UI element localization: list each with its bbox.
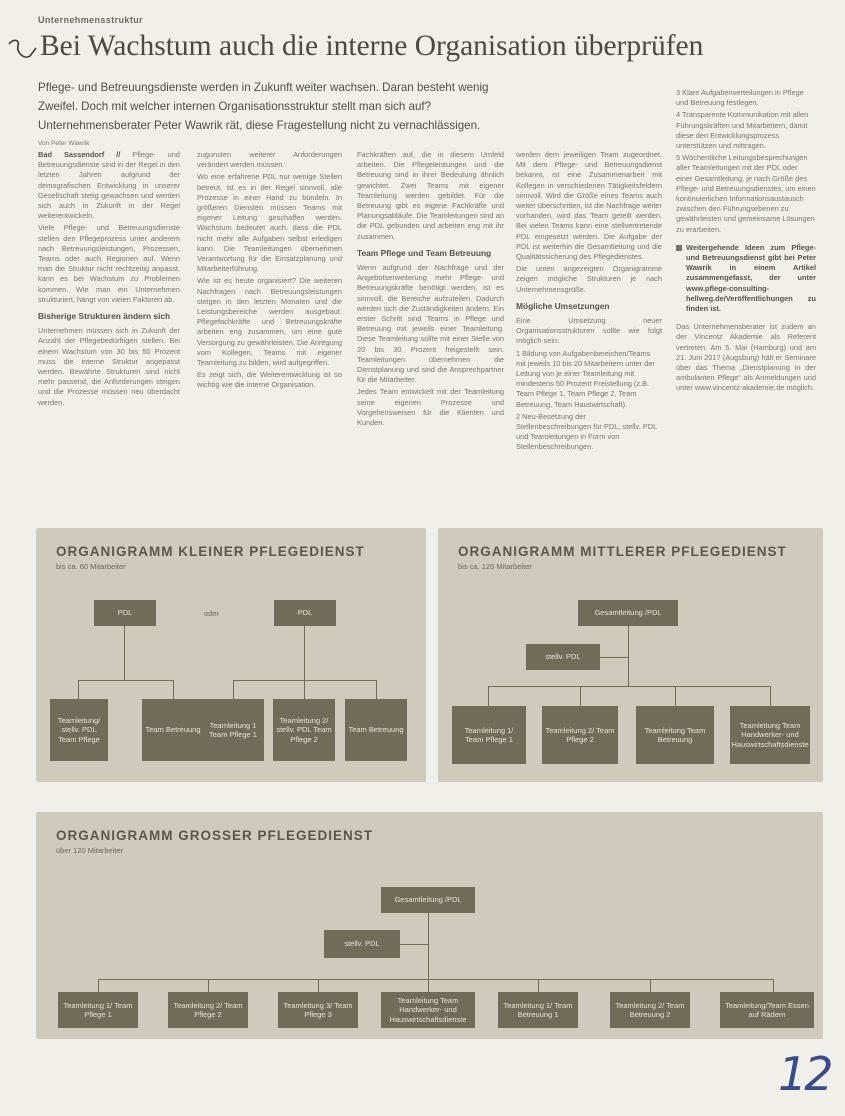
pen-scribble-icon bbox=[6, 34, 38, 64]
paragraph: Die unten angezeigten Organigramme zeigen mögliche Strukturen je nach Unternehmensgröße. bbox=[516, 264, 662, 294]
paragraph: werden dem jeweiligen Team zugeordnet. Mit dem Pflege- und Betreuungsdienst bekannt, ist eine Zusammenarbeit mit Kollegen in verschiedenen Tätigkeitsfeldern sinnvoll. Wird die Größe eines Teams auch weiter überschritten, ist die Nachfrage weiter vorhanden, wird das Team geteilt werden. Bei vielen Teams kann eine stellvertretende PDL eingesetzt werden. Die Aufgabe der PDL ist weiterhin die Gesamtleitung und die Qualitätssicherung des Pflegedienstes. bbox=[516, 150, 662, 262]
list-item: 3 Klare Aufgabenverteilungen in Pflege und Betreuung festlegen. bbox=[676, 88, 804, 108]
paragraph: Fachkräften auf, die in diesem Umfeld arbeiten. Die Pflegeleistungen und die Betreuung sind in ihrer Bedeutung ähnlich gewichtet. Zwei Teams mit eigener Teamleitung werden gebildet. Für die Betreuung gibt es eigene Fachkräfte und Planungsabläufe. Die Teamleitungen sind an die PDL gebunden und arbeiten eng mit ihr zusammen. bbox=[357, 150, 504, 241]
text-column-3 bbox=[357, 150, 504, 430]
connector-line bbox=[78, 680, 79, 699]
connector-line bbox=[208, 979, 209, 992]
connector-line bbox=[98, 979, 773, 980]
org-node-pdl: PDL bbox=[94, 600, 156, 626]
org-node-team: Teamleitung 2/ Team Pflege 2 bbox=[168, 992, 248, 1028]
org-node-team: Team Betreuung bbox=[142, 699, 204, 761]
article-author: Von Peter Wawrik bbox=[38, 140, 90, 147]
paragraph: Viele Pflege- und Betreuungsdienste stellen den Pflegeprozess unter anderem nach Betreuungsleistungen, Prozessen, Teams oder auch Regionen auf. Wenn man die Struktur nicht rechtzeitig anpasst, kann es bei Wachstum zu Problemen kommen. Wie man ein Unternehmen strukturiert, hängt von vielen Faktoren ab. bbox=[38, 223, 180, 304]
or-label: oder bbox=[204, 609, 220, 618]
org-node-team: Team Betreuung bbox=[345, 699, 407, 761]
org-node-team: Teamleitung 2/ Team Pflege 2 bbox=[542, 706, 618, 764]
connector-line bbox=[318, 979, 319, 992]
connector-line bbox=[428, 979, 429, 992]
org-chart-title: ORGANIGRAMM KLEINER PFLEGEDIENST bbox=[56, 544, 365, 559]
connector-line bbox=[675, 686, 676, 706]
connector-line bbox=[173, 680, 174, 699]
subheading: Team Pflege und Team Betreuung bbox=[357, 247, 492, 258]
org-node-team: Teamleitung/Team Essen auf Rädern bbox=[720, 992, 814, 1028]
connector-line bbox=[233, 680, 234, 699]
text-column-5 bbox=[676, 88, 816, 396]
connector-line bbox=[650, 979, 651, 992]
org-node-team: Teamleitung 3/ Team Pflege 3 bbox=[278, 992, 358, 1028]
connector-line bbox=[428, 913, 429, 979]
org-node-team: Teamleitung 1 Team Pflege 1 bbox=[202, 699, 264, 761]
connector-line bbox=[580, 686, 581, 706]
org-chart-title: ORGANIGRAMM GROSSER PFLEGEDIENST bbox=[56, 828, 374, 843]
org-chart-subtitle: über 120 Mitarbeiter bbox=[56, 846, 124, 855]
org-node-pdl: PDL bbox=[274, 600, 336, 626]
org-node-deputy: stellv. PDL bbox=[324, 930, 400, 958]
org-node-team: Teamleitung Team Handwerker- und Hauswirtschaftsdienste bbox=[730, 706, 810, 764]
subheading: Bisherige Strukturen ändern sich bbox=[38, 311, 171, 322]
connector-line bbox=[304, 626, 305, 680]
org-chart-subtitle: bis ca. 60 Mitarbeiter bbox=[56, 562, 126, 571]
org-chart-large bbox=[36, 812, 823, 1039]
org-chart-medium bbox=[438, 528, 823, 782]
square-bullet-icon bbox=[676, 245, 682, 251]
paragraph: zugunsten weiterer Anforderungen verändert werden müssen. bbox=[197, 150, 342, 170]
list-item: 1 Bildung von Aufgabenbereichen/Teams mit jeweils 10 bis 20 Mitarbeitern unter der Leitung von je einer Teamleitung mit mindestens 50 Prozent Freistellung (z.B. Team Pflege 1, Team Pflege 2, Team Betreuung, Team Hauswirtschaft). bbox=[516, 348, 655, 409]
article-lead: Pflege- und Betreuungsdienste werden in Zukunft weiter wachsen. Daran besteht wenig Zweifel. Doch mit welcher internen Organisationsstruktur stellt man sich auf? Unternehmensberater Peter Wawrik rät, diese Fragestellung nicht zu vernachlässigen. bbox=[38, 81, 489, 132]
paragraph: Unternehmen müssen sich in Zukunft der Anzahl der Pflegebedürftigen stellen. Bei einem Wachstum von 30 bis 50 Prozent muss die interne Struktur angepasst werden. Bewährte Strukturen sind nicht mehr passend, die Anforderungen steigen und die Prozesse müssen neu überdacht werden. bbox=[38, 326, 180, 407]
org-chart-subtitle: bis ca. 120 Mitarbeiter bbox=[458, 562, 532, 571]
numbered-list bbox=[516, 349, 662, 453]
connector-line bbox=[600, 657, 628, 658]
connector-line bbox=[304, 680, 305, 699]
paragraph: Wie ist es heute organisiert? Die weiteren Nachfragen nach Betreuungsleistungen steigen in den letzten Monaten und die Leistungsbereiche werden ausgebaut. Pflegefachkräfte und Betreuungskräfte arbeiten eng zusammen, um eine gute Versorgung zu gewährleisten. Die Anregung vom Kollegen, Teams mit eigener Teamleitung zu bilden, wird aufgegriffen. bbox=[197, 276, 342, 368]
connector-line bbox=[488, 686, 770, 687]
dateline: Bad Sassendorf // bbox=[38, 150, 121, 159]
connector-line bbox=[628, 626, 629, 686]
org-node-team: Teamleitung 1/ Team Pflege 1 bbox=[58, 992, 138, 1028]
paragraph: Jedes Team entwickelt mit der Teamleitung seine eigenen Prozesse und Vorgehensweisen für die Klienten und Kunden. bbox=[357, 387, 504, 428]
numbered-list bbox=[676, 88, 816, 235]
org-node-team: Teamleitung/ stellv. PDL Team Pflege bbox=[50, 699, 108, 761]
org-node-deputy: stellv. PDL bbox=[526, 644, 600, 670]
paragraph: Wo eine erfahrene PDL nur wenige Stellen betreut, ist es in der Regel sinnvoll, alle Prozesse in einer Hand zu bündeln. In größeren Diensten müssen Teams mit eigener Leitung geschaffen werden. Wachstum bedeutet auch, dass die PDL nicht mehr alle Aufgaben selbst erledigen kann. Die Teamleitungen übernehmen Verantwortung für die Einsatzplanung und Mitarbeiterführung. bbox=[197, 172, 342, 274]
org-chart-small bbox=[36, 528, 426, 782]
org-node-team: Teamleitung 2/ Team Betreuung 2 bbox=[610, 992, 690, 1028]
connector-line bbox=[538, 979, 539, 992]
paragraph: Es zeigt sich, die Weiterentwicklung ist so wichtig wie die interne Organisation. bbox=[197, 370, 342, 390]
subheading: Mögliche Umsetzungen bbox=[516, 300, 610, 311]
org-node-team: Teamleitung 2/ stellv. PDL Team Pflege 2 bbox=[273, 699, 335, 761]
text-column-1 bbox=[38, 150, 180, 410]
org-node-management: Gesamtleitung /PDL bbox=[381, 887, 475, 913]
paragraph: Wenn aufgrund der Nachfrage und der Angebotserweiterung mehr Pflege- und Betreuungskräfte benötigt werden, ist es sinnvoll, die Bereiche aufzuteilen. Dadurch werden sich die Zuständigkeiten ändern. Ein erster Schritt sind Teams in Pflege und Betreuung mit jeweils einer Teamleitung. Diese Teamleitung sollte mit einer Stelle von 20 bis 30 Prozent freigestellt sein. Teamleitungen übernehmen die Dienstplanung und sind die Ansprechpartner für die Mitarbeiter. bbox=[357, 263, 504, 385]
seminar-note: Das Unternehmensberater ist zudem an der Vincentz Akademie als Referent vertreten. Am 5. Mai (Hamburg) und am 21. Juni 2017 (Augsburg) hält er Seminare über das Thema „Dienstplanung in der ambulanten Pflege“ als Anmeldungen und unter www.vincentz-akademie.de möglich. bbox=[676, 322, 816, 393]
org-node-team: Teamleitung 1/ Team Betreuung 1 bbox=[498, 992, 578, 1028]
connector-line bbox=[376, 680, 377, 699]
connector-line bbox=[770, 686, 771, 706]
connector-line bbox=[78, 680, 173, 681]
org-node-team: Teamleitung Team Handwerker- und Hauswirtschaftsdienste bbox=[381, 992, 475, 1028]
list-item: 4 Transparente Kommunikation mit allen Führungskräften und Mitarbeitern, damit diese den Entwicklungsprozess unterstützen und mittragen. bbox=[676, 110, 809, 151]
connector-line bbox=[98, 979, 99, 992]
handwritten-page-number: 12 bbox=[778, 1047, 831, 1101]
paragraph: Eine Umsetzung neuer Organisationsstrukturen sollte wie folgt möglich sein: bbox=[516, 316, 662, 346]
text-column-2 bbox=[197, 150, 342, 393]
paragraph bbox=[38, 150, 180, 221]
headline-block bbox=[6, 30, 836, 70]
text-column-4 bbox=[516, 150, 662, 455]
paragraph-text: Pflege- und Betreuungsdienste sind in der Regel in den letzten Jahren aufgrund der demografischen Entwicklung in unserer Gesellschaft stetig gewachsen und werden sich auch in Zukunft in der Regel weiterentwickeln. bbox=[38, 150, 180, 221]
org-chart-title: ORGANIGRAMM MITTLERER PFLEGEDIENST bbox=[458, 544, 787, 559]
connector-line bbox=[488, 686, 489, 706]
connector-line bbox=[400, 944, 428, 945]
article-headline: Bei Wachstum auch die interne Organisation überprüfen bbox=[40, 30, 704, 62]
org-node-team: Teamleitung 1/ Team Pflege 1 bbox=[452, 706, 526, 764]
section-kicker: Unternehmensstruktur bbox=[38, 15, 144, 25]
connector-line bbox=[773, 979, 774, 992]
list-item: 5 Wöchentliche Leitungsbesprechungen aller Teamleitungen mit der PDL oder einer Gesamtleitung, je nach Größe des Pflege- und Betreuungsdienstes, um einen kontinuierlichen Informationsaustausch zwischen den Führungsebenen zu gewährleisten und gemeinsame Lösungen zu erarbeiten. bbox=[676, 153, 816, 234]
connector-line bbox=[124, 626, 125, 680]
org-node-management: Gesamtleitung /PDL bbox=[578, 600, 678, 626]
note-text: Weitergehende Ideen zum Pflege- und Betreuungsdienst gibt bei Peter Wawrik in einem Artikel zusammengefasst, der unter www.pflege-consulting-hellweg.de/Veröffentlichungen zu finden ist. bbox=[686, 242, 816, 314]
info-note bbox=[676, 243, 816, 314]
list-item: 2 Neu-Besetzung der Stellenbeschreibungen für PDL, stellv. PDL und Teamleitungen in Form von Stellenbeschreibungen. bbox=[516, 411, 657, 452]
org-node-team: Teamleitung Team Betreuung bbox=[636, 706, 714, 764]
